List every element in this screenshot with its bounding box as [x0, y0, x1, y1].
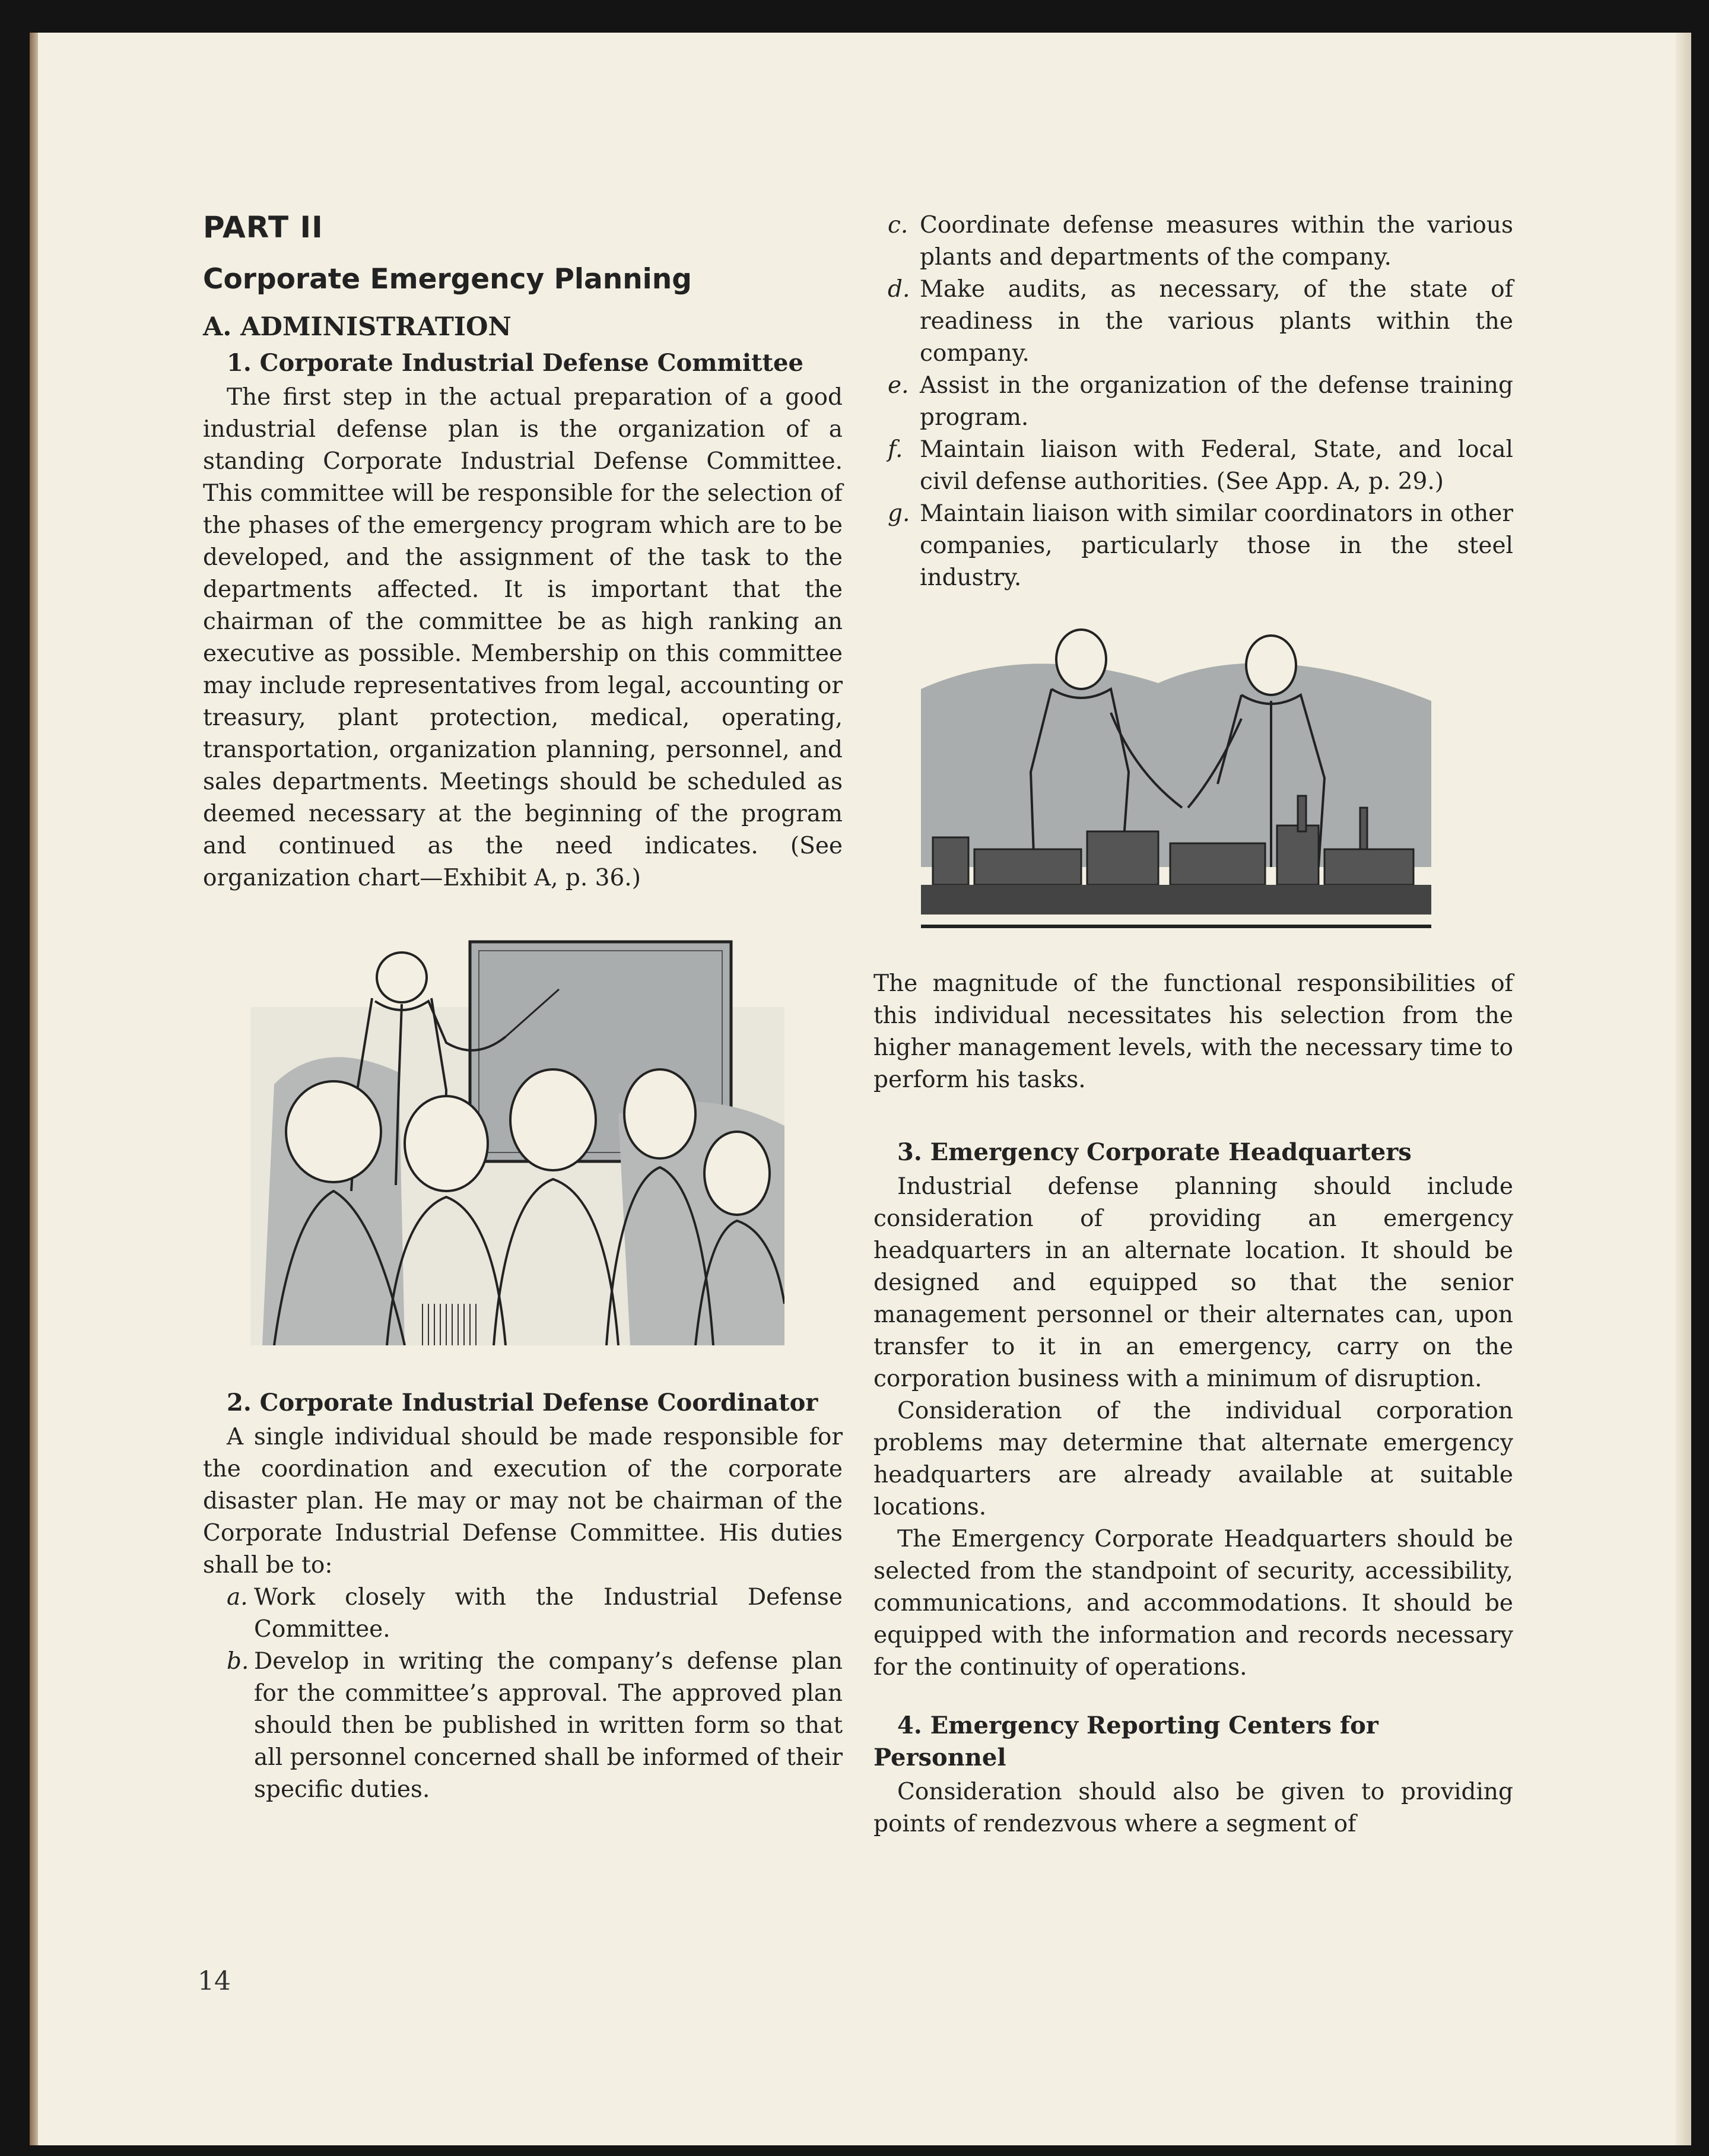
list-marker: g. — [888, 500, 910, 527]
page-number: 14 — [198, 1966, 231, 1996]
list-marker: f. — [888, 436, 903, 463]
right-column — [873, 209, 1513, 1840]
paragraph-headquarters-1: Industrial defense planning should include consideration of providing an emergency headquarters in an alternate location. It should be designed and equipped so that the senior management personnel or their alternates can, upon transfer to it in an emergency, carry on the corporation business with a minimum of disruption. — [873, 1173, 1513, 1392]
list-item — [873, 370, 1513, 434]
section-heading-administration: A. ADMINISTRATION — [203, 312, 512, 342]
list-text: Work closely with the Industrial Defense Committee. — [254, 1584, 843, 1643]
duties-list-left — [203, 1582, 843, 1806]
list-marker: c. — [888, 212, 908, 239]
heading-emergency-headquarters: 3. Emergency Corporate Headquarters — [897, 1138, 1412, 1166]
list-marker: a. — [227, 1584, 248, 1611]
document-page — [30, 33, 1691, 2145]
paragraph-headquarters-3: The Emergency Corporate Headquarters should be selected from the standpoint of security, accessibility, communications, and accommodations. It should be equipped with the information and records necessary for the continuity of operations. — [873, 1526, 1513, 1681]
list-marker: b. — [227, 1648, 249, 1675]
list-item — [873, 498, 1513, 594]
list-item — [203, 1646, 843, 1806]
heading-defense-committee: 1. Corporate Industrial Defense Committee — [227, 349, 803, 377]
left-column — [203, 209, 843, 1806]
heading-defense-coordinator: 2. Corporate Industrial Defense Coordinator — [227, 1389, 818, 1417]
list-item — [873, 274, 1513, 370]
heading-reporting-centers: 4. Emergency Reporting Centers for Personnel — [873, 1712, 1378, 1771]
list-text: Make audits, as necessary, of the state of readiness in the various plants within the company. — [920, 276, 1513, 367]
paragraph-defense-coordinator: A single individual should be made responsible for the coordination and execution of the corporate disaster plan. He may or may not be chairman of the Corporate Industrial Defense Committee. His duties shall be to: — [203, 1424, 843, 1579]
list-item — [873, 209, 1513, 274]
page-spine — [1676, 33, 1691, 2145]
list-text: Assist in the organization of the defense training program. — [920, 372, 1513, 431]
part-label: PART II — [203, 210, 323, 245]
list-item — [873, 434, 1513, 498]
handshake-illustration — [909, 618, 1443, 938]
list-marker: e. — [888, 372, 909, 399]
paragraph-magnitude: The magnitude of the functional responsibilities of this individual necessitates his selection from the higher management levels, with the necessary time to perform his tasks. — [873, 970, 1513, 1093]
list-text: Coordinate defense measures within the various plants and departments of the company. — [920, 212, 1513, 271]
list-text: Develop in writing the company’s defense plan for the committee’s approval. The approved plan should then be published in written form so that all personnel concerned shall be informed of their specific duties. — [254, 1648, 843, 1803]
list-item — [203, 1582, 843, 1646]
page-edge — [30, 33, 38, 2145]
list-marker: d. — [888, 276, 910, 303]
part-title: Corporate Emergency Planning — [203, 263, 692, 296]
paragraph-headquarters-2: Consideration of the individual corporation problems may determine that alternate emergency headquarters are already available at suitable locations. — [873, 1398, 1513, 1520]
meeting-illustration — [250, 936, 784, 1345]
list-text: Maintain liaison with Federal, State, and local civil defense authorities. (See App. A, p. 29.) — [920, 436, 1513, 495]
paragraph-reporting-centers: Consideration should also be given to providing points of rendezvous where a segment of — [873, 1779, 1513, 1837]
list-text: Maintain liaison with similar coordinators in other companies, particularly those in the steel industry. — [920, 500, 1513, 591]
paragraph-defense-committee: The first step in the actual preparation of a good industrial defense plan is the organization of a standing Corporate Industrial Defense Committee. This committee will be responsible for the selection of the phases of the emergency program which are to be developed, and the assignment of the task to the departments affected. It is important that the chairman of the committee be as high ranking an executive as possible. Membership on this committee may include representatives from legal, accounting or treasury, plant protection, medical, operating, transportation, organization planning, personnel, and sales departments. Meetings should be scheduled as deemed necessary at the beginning of the program and continued as the need indicates. (See organization chart—Exhibit A, p. 36.) — [203, 384, 843, 891]
duties-list-right — [873, 209, 1513, 594]
